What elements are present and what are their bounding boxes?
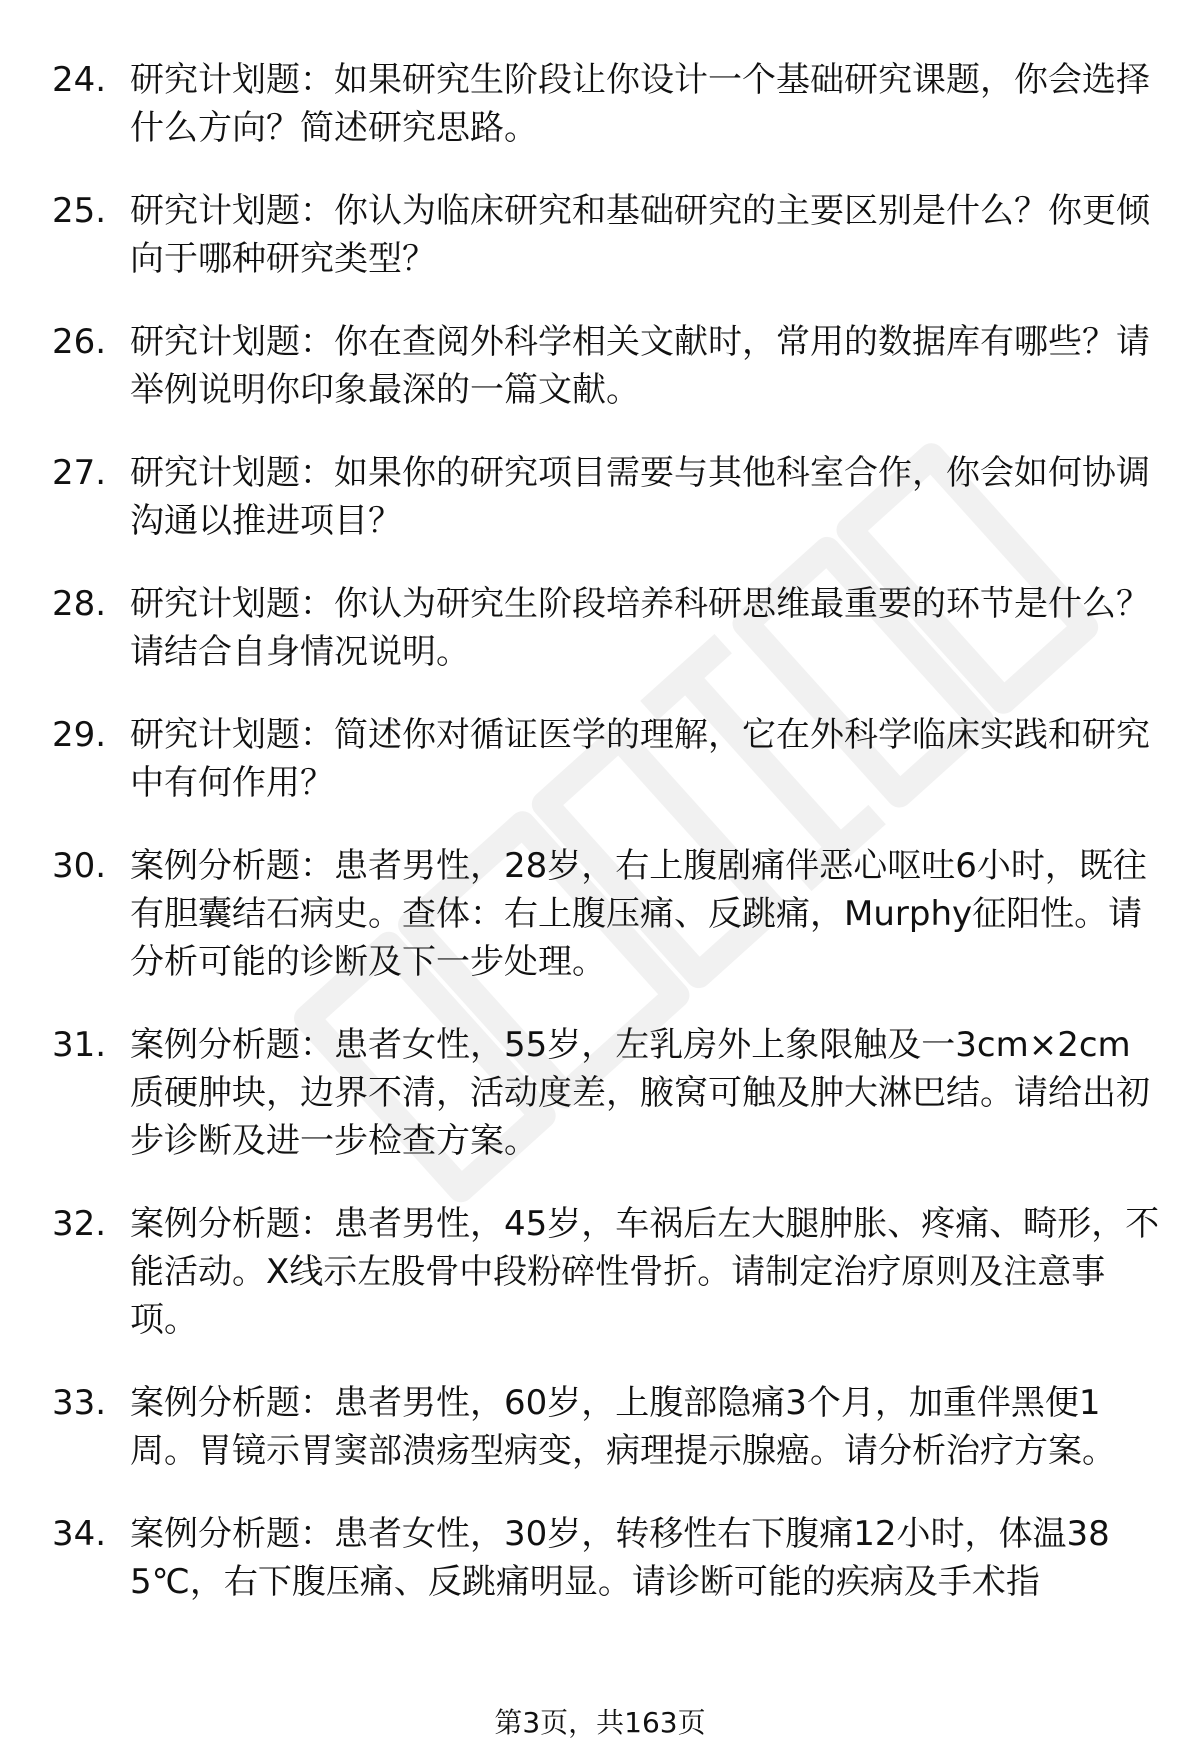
question-item <box>0 318 1200 414</box>
question-text: 研究计划题：你认为临床研究和基础研究的主要区别是什么？你更倾向于哪种研究类型？ <box>130 191 1150 279</box>
question-text: 研究计划题：如果你的研究项目需要与其他科室合作，你会如何协调沟通以推进项目？ <box>130 453 1150 541</box>
question-item <box>0 1200 1200 1344</box>
question-text: 研究计划题：如果研究生阶段让你设计一个基础研究课题，你会选择什么方向？简述研究思路。 <box>130 60 1150 148</box>
question-number: 24. <box>52 60 107 100</box>
question-item <box>0 187 1200 283</box>
question-text: 研究计划题：简述你对循证医学的理解，它在外科学临床实践和研究中有何作用？ <box>130 715 1150 803</box>
page-footer <box>0 1703 1200 1743</box>
question-number: 31. <box>52 1025 107 1065</box>
question-item <box>0 1379 1200 1475</box>
question-text: 案例分析题：患者男性，28岁，右上腹剧痛伴恶心呕吐6小时，既往有胆囊结石病史。查体：右上腹压痛、反跳痛，Murphy征阳性。请分析可能的诊断及下一步处理。 <box>130 846 1147 982</box>
question-item <box>0 449 1200 545</box>
question-number: 28. <box>52 584 107 624</box>
question-number: 27. <box>52 453 107 493</box>
question-text: 研究计划题：你认为研究生阶段培养科研思维最重要的环节是什么？请结合自身情况说明。 <box>130 584 1150 672</box>
question-number: 29. <box>52 715 107 755</box>
question-list <box>0 56 1200 1641</box>
question-item <box>0 580 1200 676</box>
question-number: 34. <box>52 1514 107 1554</box>
question-number: 25. <box>52 191 107 231</box>
question-item <box>0 842 1200 986</box>
question-text: 研究计划题：你在查阅外科学相关文献时，常用的数据库有哪些？请举例说明你印象最深的一篇文献。 <box>130 322 1150 410</box>
question-item <box>0 1021 1200 1165</box>
question-text: 案例分析题：患者女性，30岁，转移性右下腹痛12小时，体温385℃，右下腹压痛、反跳痛明显。请诊断可能的疾病及手术指 <box>130 1514 1110 1602</box>
question-item <box>0 56 1200 152</box>
question-text: 案例分析题：患者女性，55岁，左乳房外上象限触及一3cm×2cm质硬肿块，边界不清，活动度差，腋窝可触及肿大淋巴结。请给出初步诊断及进一步检查方案。 <box>130 1025 1150 1161</box>
question-text: 案例分析题：患者男性，60岁，上腹部隐痛3个月，加重伴黑便1周。胃镜示胃窦部溃疡型病变，病理提示腺癌。请分析治疗方案。 <box>130 1383 1116 1471</box>
question-text: 案例分析题：患者男性，45岁，车祸后左大腿肿胀、疼痛、畸形，不能活动。X线示左股骨中段粉碎性骨折。请制定治疗原则及注意事项。 <box>130 1204 1160 1340</box>
question-number: 33. <box>52 1383 107 1423</box>
question-item <box>0 1510 1200 1606</box>
page-number-label: 第3页，共163页 <box>494 1706 706 1739</box>
question-number: 30. <box>52 846 107 886</box>
question-item <box>0 711 1200 807</box>
question-number: 26. <box>52 322 107 362</box>
question-number: 32. <box>52 1204 107 1244</box>
